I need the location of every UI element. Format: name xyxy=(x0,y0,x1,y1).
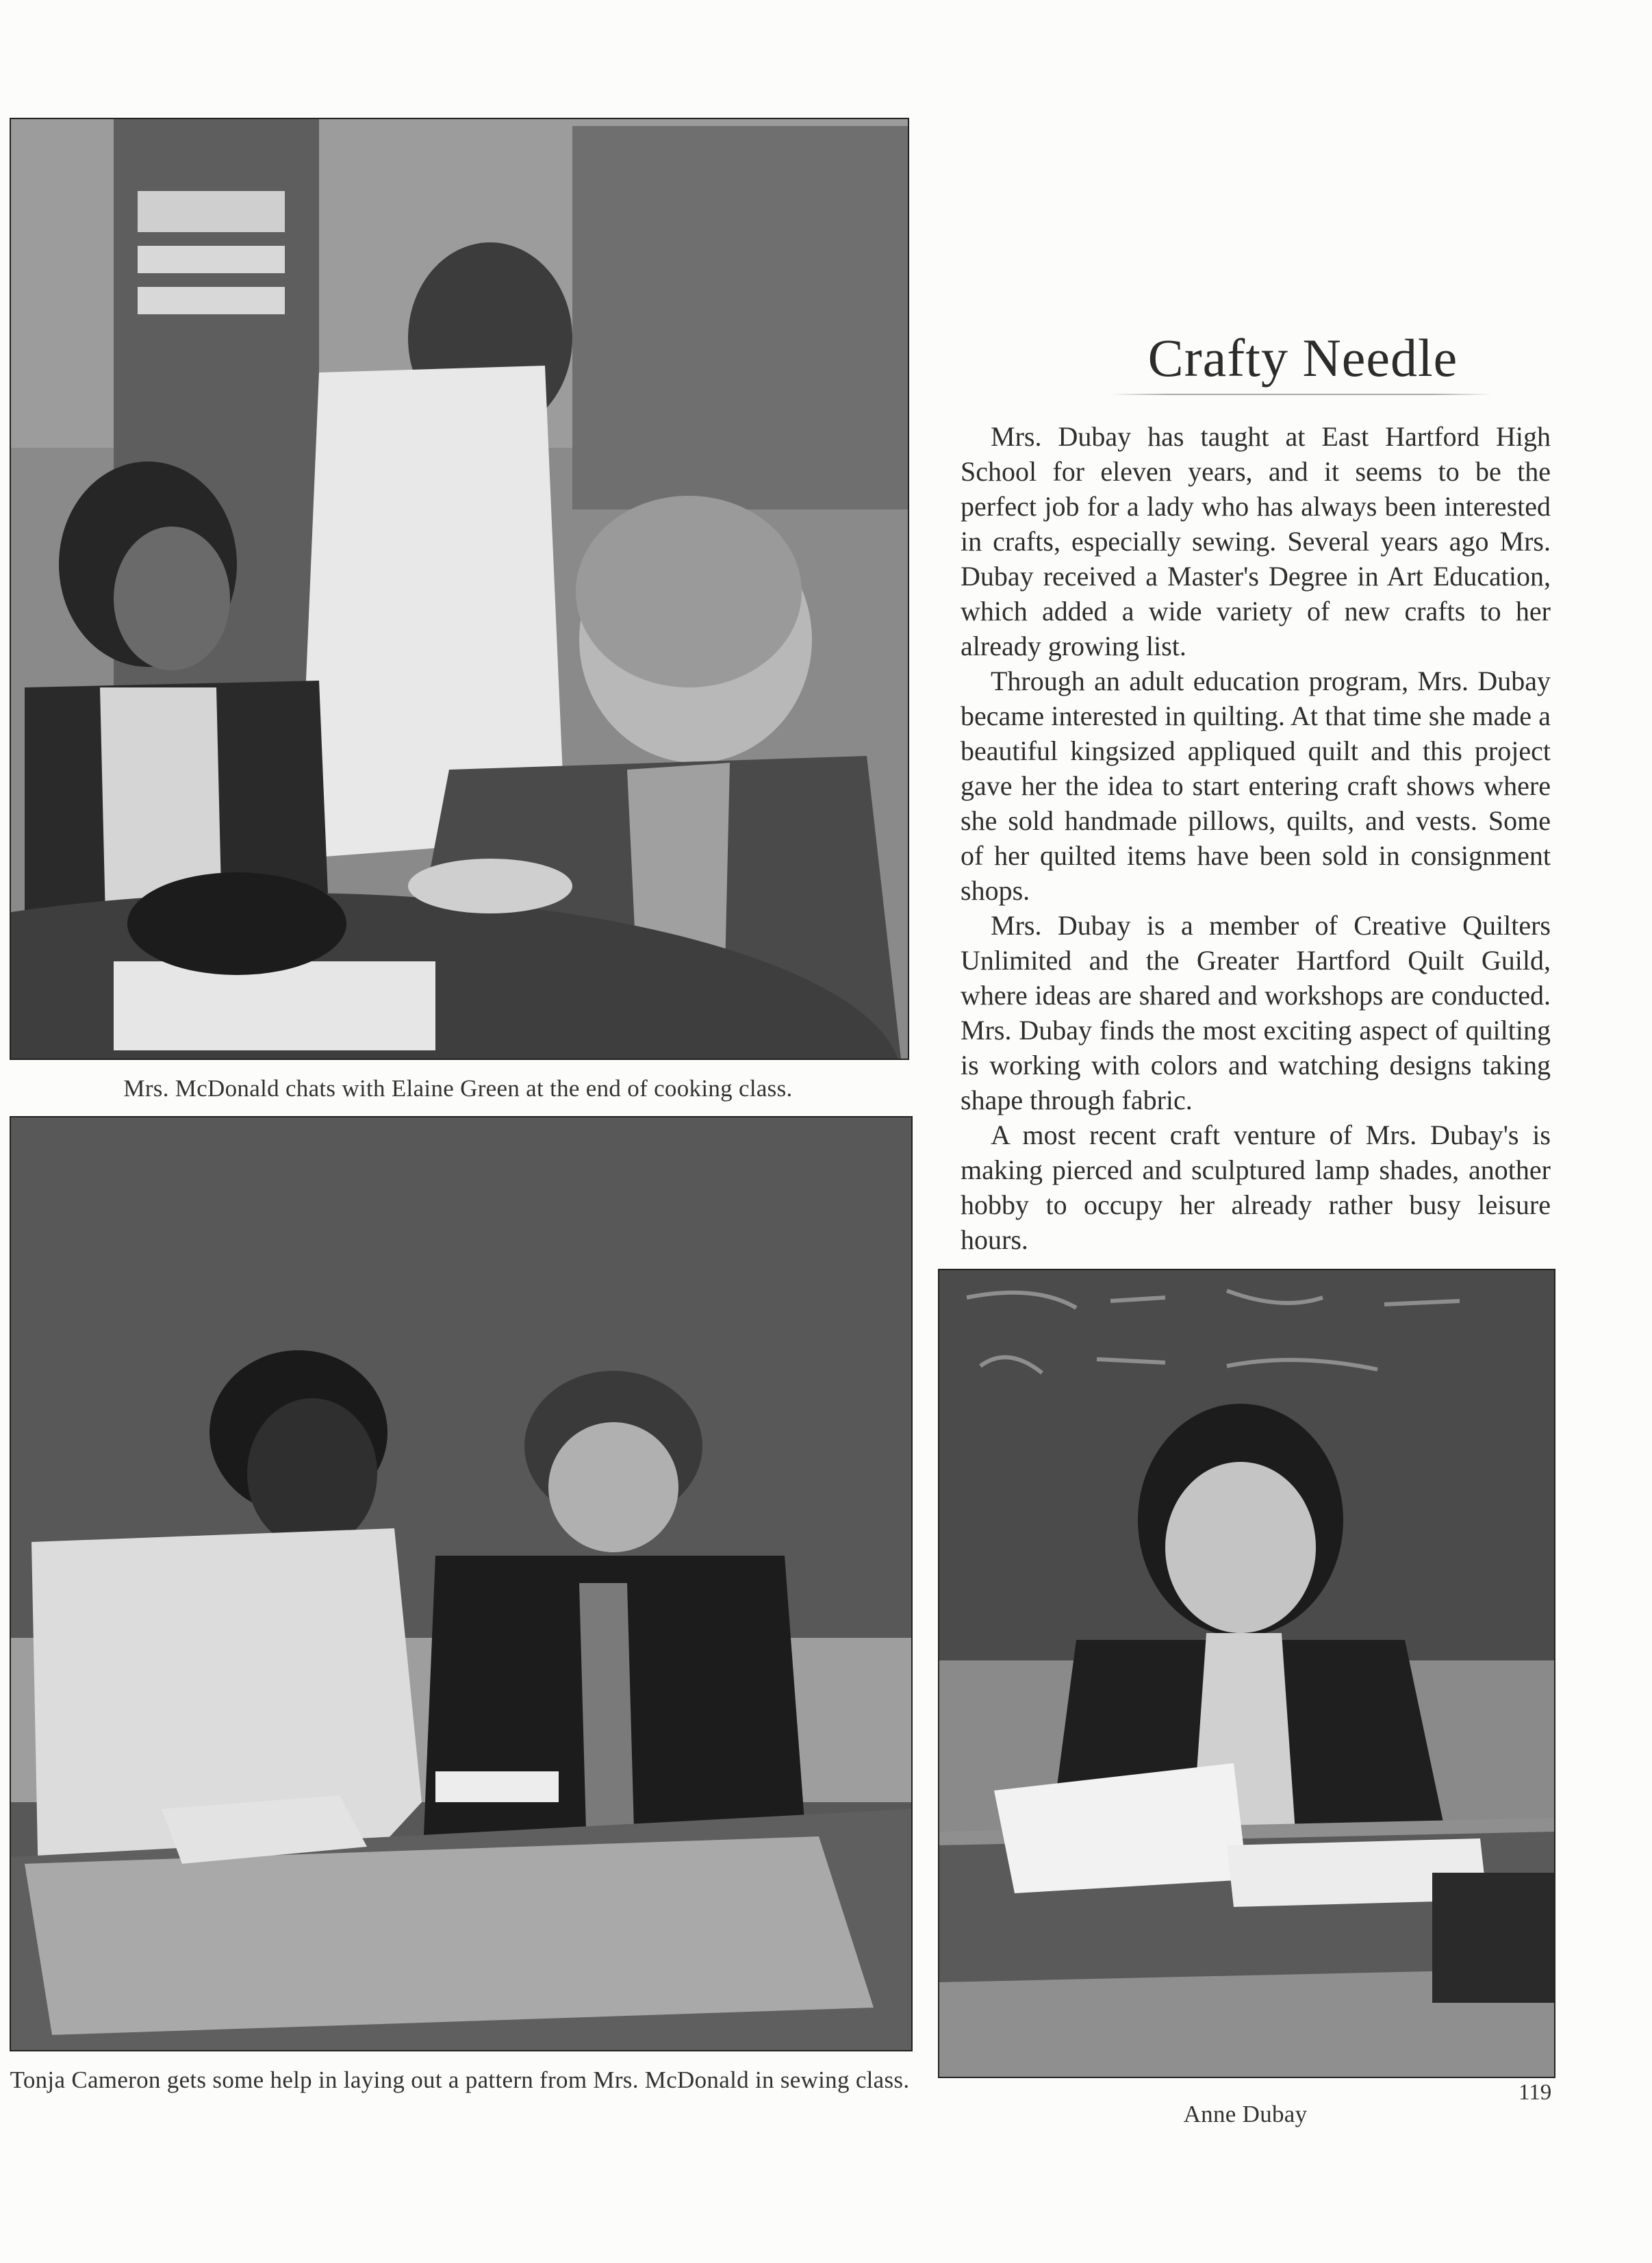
article-paragraph: Through an adult education program, Mrs. Dubay became interested in quilting. At that time she made a beautiful kingsized appliqued quilt and this project gave her the idea to start entering craft shows where she sold handmade pillows, quilts, and vests. Some of her quilted items have been sold in consignment shops. xyxy=(961,666,1551,906)
photo-cooking-class xyxy=(10,118,909,1060)
photo-cooking-class-caption: Mrs. McDonald chats with Elaine Green at the end of cooking class. xyxy=(123,1075,793,1102)
article-body xyxy=(961,419,1551,1257)
photo-portrait-image xyxy=(939,1270,1554,2077)
title-rule xyxy=(1109,394,1492,395)
article-title: Crafty Needle xyxy=(1147,328,1458,388)
article-paragraph: Mrs. Dubay is a member of Creative Quilters Unlimited and the Greater Hartford Quilt Guild, where ideas are shared and workshops are conducted. Mrs. Dubay finds the most exciting aspect of quilting is working with colors and watching designs taking shape through fabric. xyxy=(961,910,1551,1115)
photo-portrait-caption: Anne Dubay xyxy=(1183,2101,1308,2127)
article-paragraph: Mrs. Dubay has taught at East Hartford High School for eleven years, and it seems to be the perfect job for a lady who has always been interested in crafts, especially sewing. Several years ago Mrs. Dubay received a Master's Degree in Art Education, which added a wide variety of new crafts to her already growing list. xyxy=(961,421,1551,661)
photo-sewing-class-image xyxy=(11,1117,911,2050)
article-paragraph: A most recent craft venture of Mrs. Dubay's is making pierced and sculptured lamp shades, another hobby to occupy her already rather busy leisure hours. xyxy=(961,1120,1551,1255)
photo-portrait xyxy=(938,1269,1555,2078)
photo-sewing-class xyxy=(10,1116,913,2051)
photo-sewing-class-caption: Tonja Cameron gets some help in laying out a pattern from Mrs. McDonald in sewing class. xyxy=(10,2066,910,2093)
photo-cooking-class-image xyxy=(11,119,908,1059)
page-number: 119 xyxy=(1518,2080,1552,2105)
